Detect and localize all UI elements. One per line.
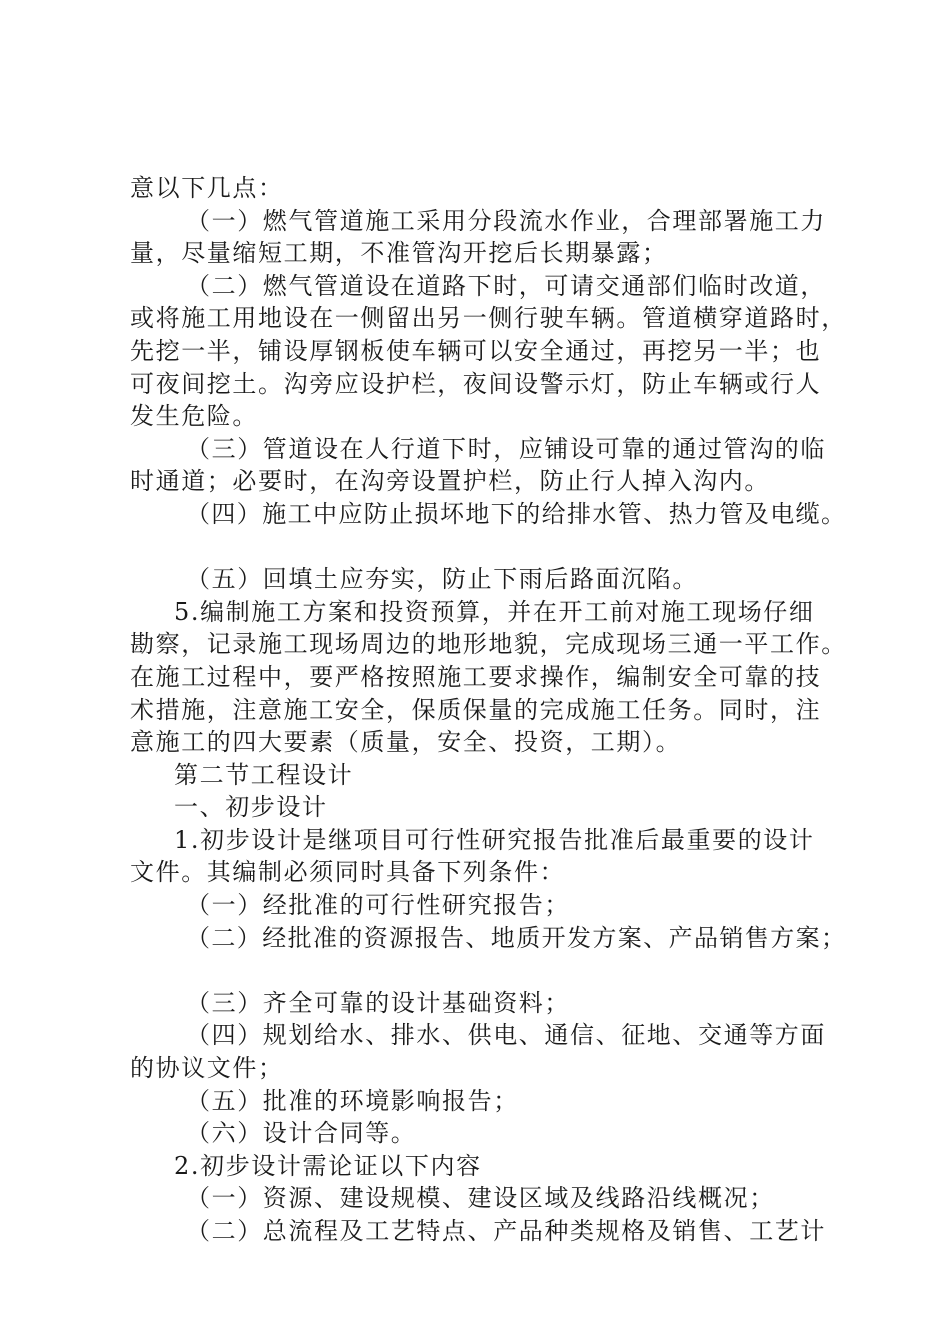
text-line: （五）批准的环境影响报告； bbox=[186, 1086, 519, 1115]
text-line: 或将施工用地设在一侧留出另一侧行驶车辆。管道横穿道路时， bbox=[130, 304, 847, 333]
body-text bbox=[130, 172, 850, 1248]
text-line: 勘察，记录施工现场周边的地形地貌，完成现场三通一平工作。 bbox=[130, 630, 847, 659]
text-line: 的协议文件； bbox=[130, 1054, 284, 1083]
text-line: （二）总流程及工艺特点、产品种类规格及销售、工艺计 bbox=[186, 1217, 826, 1245]
text-line: （四）规划给水、排水、供电、通信、征地、交通等方面 bbox=[186, 1021, 826, 1050]
text-line: 在施工过程中，要严格按照施工要求操作，编制安全可靠的技 bbox=[130, 662, 822, 691]
text-line: 文件。其编制必须同时具备下列条件： bbox=[130, 858, 566, 887]
text-line: 量，尽量缩短工期，不准管沟开挖后长期暴露； bbox=[130, 239, 668, 268]
text-line: （五）回填土应夯实，防止下雨后路面沉陷。 bbox=[186, 565, 698, 594]
text-line: （一）经批准的可行性研究报告； bbox=[186, 891, 570, 920]
text-line: （二）经批准的资源报告、地质开发方案、产品销售方案； bbox=[186, 923, 847, 952]
text-line: 发生危险。 bbox=[130, 402, 258, 431]
text-line: （三）管道设在人行道下时，应铺设可靠的通过管沟的临 bbox=[186, 434, 826, 463]
section-heading: 第二节工程设计 bbox=[174, 760, 354, 789]
text-line: 时通道；必要时，在沟旁设置护栏，防止行人掉入沟内。 bbox=[130, 467, 770, 496]
text-line: （一）燃气管道施工采用分段流水作业，合理部署施工力 bbox=[186, 206, 826, 235]
text-line: （二）燃气管道设在道路下时，可请交通部们临时改道， bbox=[186, 271, 826, 300]
text-line: 术措施，注意施工安全，保质保量的完成施工任务。同时，注 bbox=[130, 695, 822, 724]
blank-line bbox=[130, 954, 850, 987]
text-line: （六）设计合同等。 bbox=[186, 1119, 417, 1148]
text-line: （一）资源、建设规模、建设区域及线路沿线概况； bbox=[186, 1184, 775, 1213]
text-line: 意施工的四大要素（质量，安全、投资，工期）。 bbox=[130, 728, 682, 757]
text-line: 5.编制施工方案和投资预算，并在开工前对施工现场仔细 bbox=[174, 597, 815, 626]
blank-line bbox=[130, 531, 850, 564]
subsection-heading: 一、初步设计 bbox=[174, 793, 328, 822]
text-line: 2.初步设计需论证以下内容 bbox=[174, 1151, 482, 1180]
text-line: （三）齐全可靠的设计基础资料； bbox=[186, 988, 570, 1017]
text-line: （四）施工中应防止损坏地下的给排水管、热力管及电缆。 bbox=[186, 499, 847, 528]
text-line: 先挖一半，铺设厚钢板使车辆可以安全通过，再挖另一半；也 bbox=[130, 336, 822, 365]
text-line: 可夜间挖土。沟旁应设护栏，夜间设警示灯，防止车辆或行人 bbox=[130, 369, 822, 398]
text-line: 意以下几点： bbox=[130, 174, 284, 202]
text-line: 1.初步设计是继项目可行性研究报告批准后最重要的设计 bbox=[174, 825, 815, 854]
